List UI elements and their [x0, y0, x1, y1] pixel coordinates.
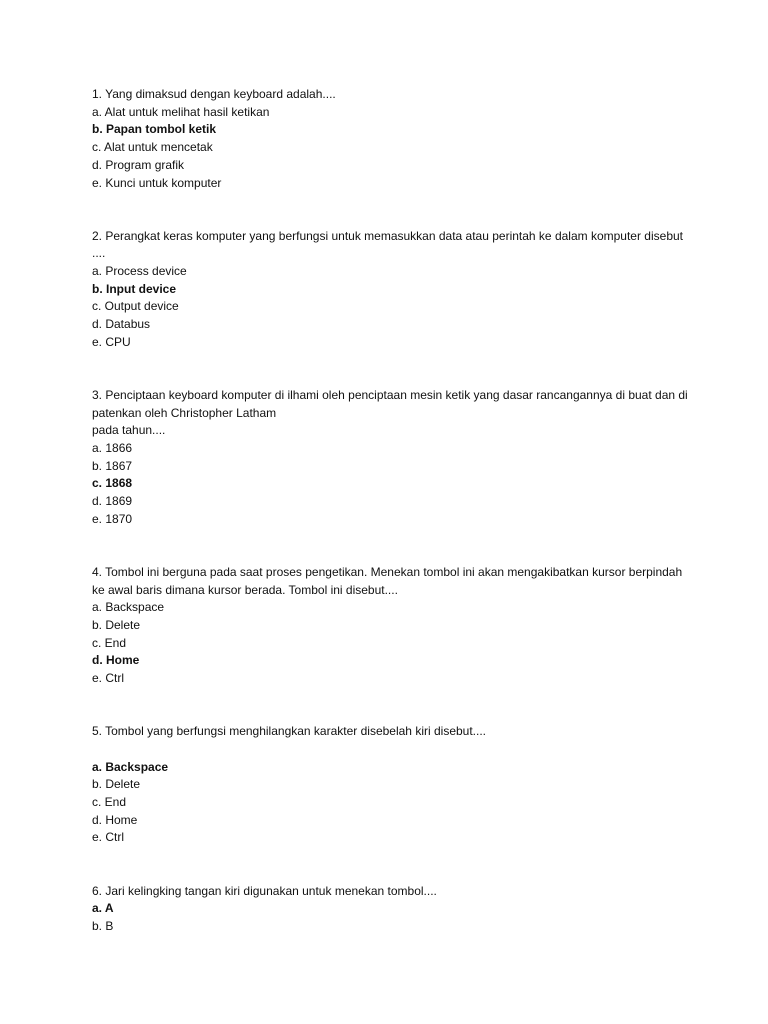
question-stem	[92, 86, 692, 104]
question-stem	[92, 228, 692, 263]
question-stem	[92, 883, 692, 901]
question-stem-line: 2. Perangkat keras komputer yang berfungsi untuk memasukkan data atau perintah ke dalam komputer disebut	[92, 228, 684, 243]
answer-option: c. End	[92, 795, 127, 810]
question-stem-line: 3. Penciptaan keyboard komputer di ilhami oleh penciptaan mesin ketik yang dasar rancangannya di buat dan di	[92, 387, 688, 402]
question-1	[92, 86, 692, 192]
question-2	[92, 228, 692, 352]
blank-line	[92, 741, 692, 759]
answer-option: d. 1869	[92, 494, 133, 509]
question-stem-line: 6. Jari kelingking tangan kiri digunakan untuk menekan tombol....	[92, 883, 437, 898]
question-3	[92, 387, 692, 529]
answer-option: c. Alat untuk mencetak	[92, 140, 213, 155]
question-stem-line: pada tahun....	[92, 423, 166, 438]
answer-option-correct: a. A	[92, 901, 114, 916]
answer-option: b. 1867	[92, 458, 133, 473]
answer-option: a. Backspace	[92, 600, 165, 615]
question-stem	[92, 723, 692, 741]
answer-option: a. Process device	[92, 264, 187, 279]
question-stem-line: 1. Yang dimaksud dengan keyboard adalah....	[92, 87, 336, 101]
answer-option-correct: b. Papan tombol ketik	[92, 122, 217, 137]
question-stem-line: ....	[92, 246, 106, 261]
answer-options	[92, 263, 692, 352]
answer-option-correct: d. Home	[92, 653, 140, 668]
answer-option: e. Ctrl	[92, 671, 125, 686]
question-stem-line: 5. Tombol yang berfungsi menghilangkan karakter disebelah kiri disebut....	[92, 724, 487, 739]
answer-options	[92, 900, 692, 935]
answer-option: b. Delete	[92, 777, 141, 792]
answer-option-correct: a. Backspace	[92, 759, 169, 774]
answer-options	[92, 440, 692, 529]
answer-option: a. Alat untuk melihat hasil ketikan	[92, 104, 270, 119]
answer-options	[92, 759, 692, 848]
answer-option: d. Home	[92, 812, 138, 827]
question-stem	[92, 564, 692, 599]
question-stem	[92, 387, 692, 440]
answer-option: d. Databus	[92, 317, 151, 332]
answer-option: e. CPU	[92, 334, 131, 349]
answer-option-correct: c. 1868	[92, 476, 133, 491]
question-6	[92, 883, 692, 936]
answer-option: e. Kunci untuk komputer	[92, 175, 222, 190]
question-4	[92, 564, 692, 688]
answer-option: d. Program grafik	[92, 157, 185, 172]
answer-option: e. Ctrl	[92, 830, 125, 845]
question-stem-line: ke awal baris dimana kursor berada. Tombol ini disebut....	[92, 582, 398, 597]
answer-option: b. B	[92, 918, 114, 933]
answer-option-correct: b. Input device	[92, 281, 177, 296]
question-5	[92, 723, 692, 847]
document-page	[92, 86, 692, 936]
answer-option: c. End	[92, 635, 127, 650]
answer-option: b. Delete	[92, 618, 141, 633]
question-stem-line: 4. Tombol ini berguna pada saat proses pengetikan. Menekan tombol ini akan mengakibatkan kursor berpindah	[92, 564, 683, 579]
answer-options	[92, 104, 692, 193]
answer-options	[92, 599, 692, 688]
answer-option: a. 1866	[92, 441, 133, 456]
answer-option: c. Output device	[92, 299, 179, 314]
question-stem-line: patenkan oleh Christopher Latham	[92, 405, 277, 420]
answer-option: e. 1870	[92, 511, 133, 526]
